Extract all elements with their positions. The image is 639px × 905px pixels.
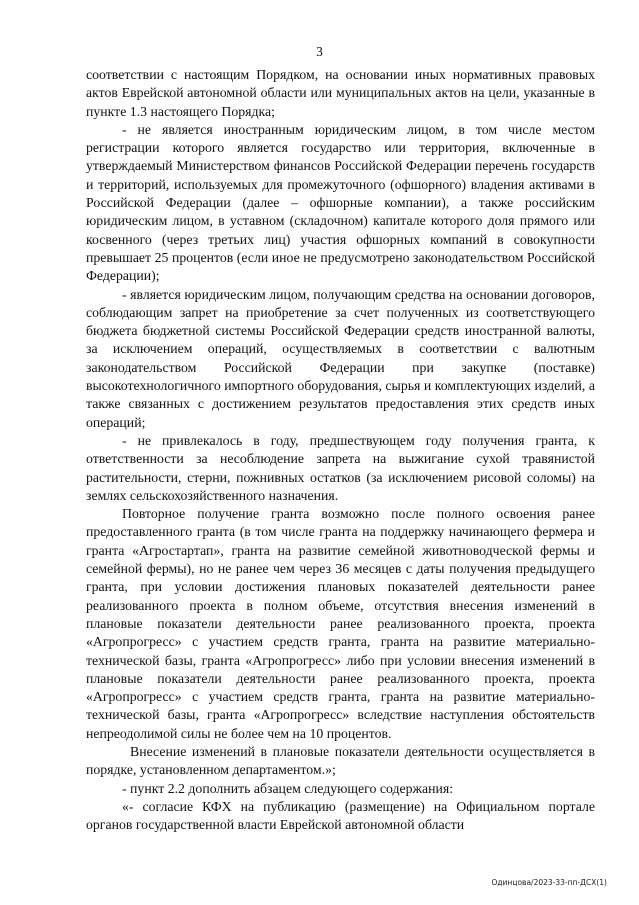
- paragraph-currency-condition: - является юридическим лицом, получающим средства на основании договоров, соблюдающим запрет на приобретение за счет полученных из соответствующего бюджета бюджетной системы Российской Федерации средств иностранной валюты, за исключением операций, осуществляемых в соответствии с валютным законодательством Российской Федерации при закупке (поставке) высокотехнологичного импортного оборудования, сырья и комплектующих изделий, а также связанных с достижением результатов предоставления этих средств иных операций;: [86, 286, 595, 430]
- paragraph-consent: «- согласие КФХ на публикацию (размещение) на Официальном портале органов государственной власти Еврейской автономной области: [86, 798, 595, 833]
- document-footer-code: Одинцова/2023-33-пп-ДСХ(1): [491, 878, 607, 887]
- paragraph-repeat-grant: Повторное получение гранта возможно после полного освоения ранее предоставленного гранта (в том числе гранта на поддержку начинающего фермера и гранта «Агростартап», гранта на развитие семейной животноводческой фермы и семейной фермы), но не ранее чем через 36 месяцев с даты получения предыдущего гранта, при условии достижения плановых показателей деятельности ранее реализованного проекта в полном объеме, отсутствия внесения изменений в плановые показатели деятельности ранее реализованного проекта, проекта «Агропрогресс» с участием средств гранта, гранта на развитие материально-технической базы, гранта «Агропрогресс» либо при условии внесения изменений в плановые показатели деятельности ранее реализованного проекта, проекта «Агропрогресс» с участием средств гранта, гранта на развитие материально-технической базы, гранта «Агропрогресс» вследствие наступления обстоятельств непреодолимой силы не более чем на 10 процентов.: [86, 506, 595, 741]
- paragraph-continuation: соответствии с настоящим Порядком, на основании иных нормативных правовых актов Еврейской автономной области или муниципальных актов на цели, указанные в пункте 1.3 настоящего Порядка;: [86, 67, 595, 119]
- document-body: [86, 66, 595, 834]
- page-number: 3: [316, 44, 323, 59]
- paragraph-offshore-condition: - не является иностранным юридическим лицом, в том числе местом регистрации которого является государство или территория, включенные в утверждаемый Министерством финансов Российской Федерации перечень государств и территорий, используемых для промежуточного (офшорного) владения активами в Российской Федерации (далее – офшорные компании), а также российским юридическим лицом, в уставном (складочном) капитале которого доля прямого или косвенного (через третьих лиц) участия офшорных компаний в совокупности превышает 25 процентов (если иное не предусмотрено законодательством Российской Федерации);: [86, 121, 595, 284]
- paragraph-changes: Внесение изменений в плановые показатели деятельности осуществляется в порядке, установленном департаментом.»;: [86, 743, 595, 778]
- paragraph-clause-2-2: - пункт 2.2 дополнить абзацем следующего содержания:: [122, 780, 454, 796]
- paragraph-burning-condition: - не привлекалось в году, предшествующем году получения гранта, к ответственности за несоблюдение запрета на выжигание сухой травянистой растительности, стерни, пожнивных остатков (за исключением рисовой соломы) на землях сельскохозяйственного назначения.: [86, 432, 595, 503]
